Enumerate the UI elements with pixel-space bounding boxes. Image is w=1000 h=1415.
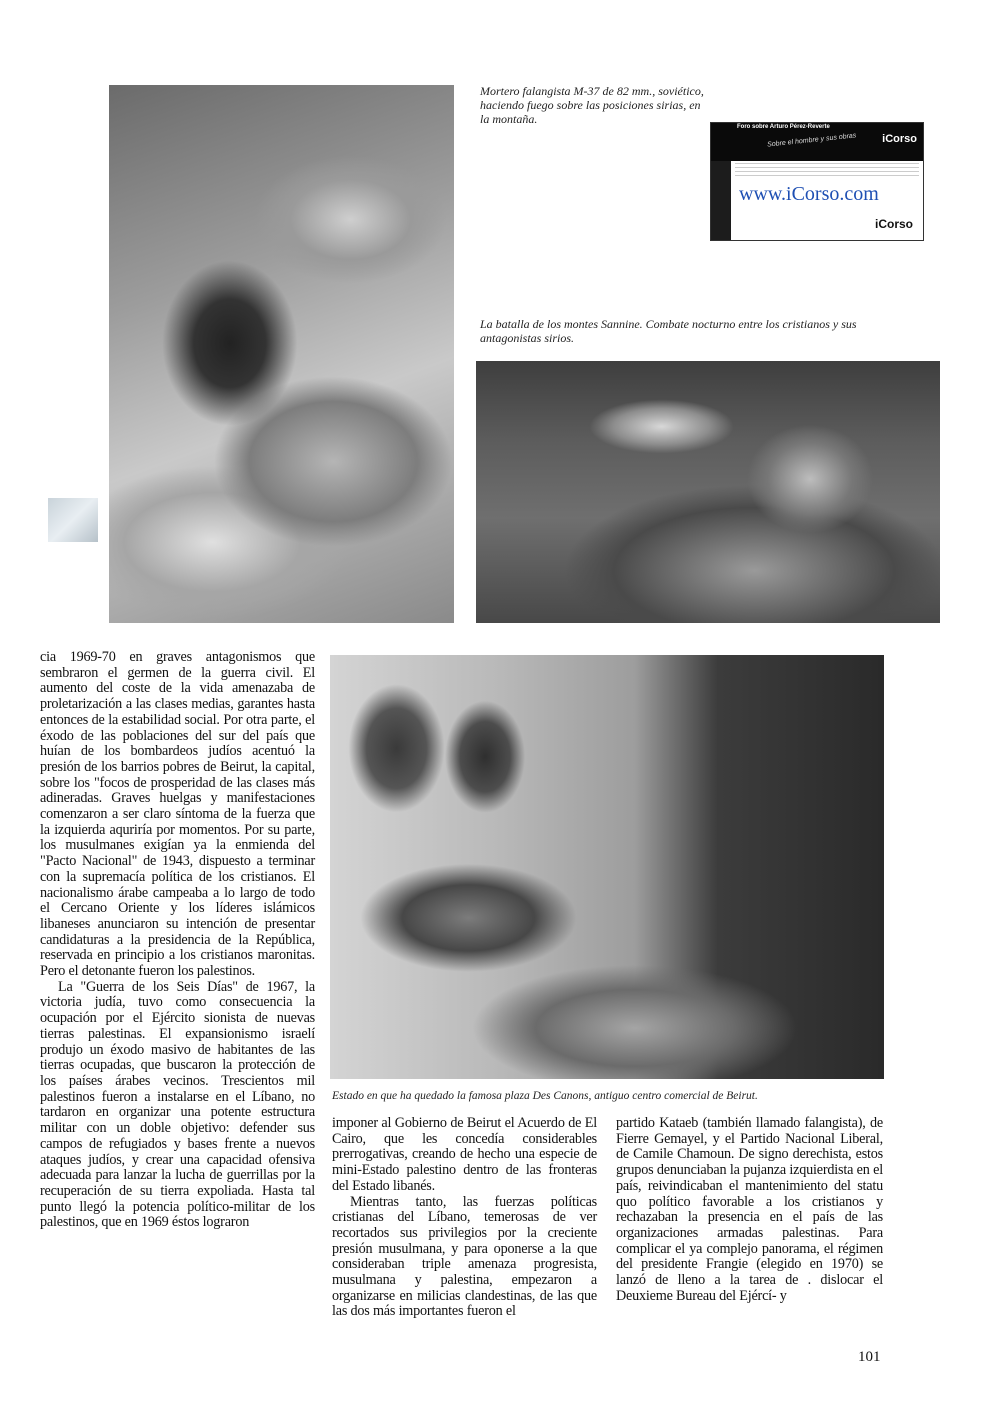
text-column-1 [40, 650, 315, 1231]
battle-caption: La batalla de los montes Sannine. Combate nocturno entre los cristianos y sus antagonistas sirios. [480, 317, 857, 345]
battle-photo [476, 361, 940, 623]
mortar-photo [109, 85, 454, 623]
icorso-banner[interactable] [710, 122, 924, 241]
banner-sidebar [711, 161, 731, 240]
paragraph: partido Kataeb (también llamado falangista), de Fierre Gemayel, y el Partido Nacional Liberal, de Camile Chamoun. De signo derechista, estos grupos denunciaban la pujanza izquierdista en el país, reivindicaban el mantenimiento del statu quo político favorable a los cristianos y rechazaban la presencia en el país de las organizaciones armadas palestinas. Para complicar el ya complejo panorama, el régimen del presidente Frangie (elegido en 1970) se lanzó de lleno a la tarea de . dislocar el Deuxieme Bureau del Ejércí- y [616, 1115, 883, 1304]
banner-title: Foro sobre Arturo Pérez-Reverte [737, 124, 830, 130]
paragraph: cia 1969-70 en graves antagonismos que sembraron el germen de la guerra civil. El aumento del coste de la vida amenazaba de proletarización a las clases medias, garantes hasta entonces de la estabilidad social. Por otra parte, el éxodo de las poblaciones del sur del país que huían de los bombardeos judíos acentuó la presión de los barrios pobres de Beirut, la capital, sobre los "focos de prosperidad de las clases más adineradas. Graves huelgas y manifestaciones comenzaron a ser claro síntoma de la fuerza que la izquierda aquriría por momentos. Por su parte, los musulmanes exigían ya la enmienda del "Pacto Nacional" de 1943, dispuesto a terminar con la supremacía política de los cristianos. El nacionalismo árabe campeaba a lo largo de todo el Cercano Oriente y los líderes islámicos libaneses anunciaron su intención de presentar candidaturas a la presidencia de la República, reservada en principio a los cristianos maronitas. Pero el detonante fueron los palestinos. [40, 649, 315, 980]
icorso-logo-icon: iCorso [882, 133, 917, 145]
text-column-3 [616, 1116, 883, 1304]
paragraph: imponer al Gobierno de Beirut el Acuerdo de El Cairo, que les concedía considerables prerrogativas, creando de hecho una especie de mini-Estado palestino dentro de las fronteras del Estado libanés. [332, 1115, 597, 1194]
banner-slogan: Sobre el hombre y sus obras [766, 132, 857, 149]
mortar-caption: Mortero falangista M-37 de 82 mm., soviético, haciendo fuego sobre las posiciones sirias, en la montaña. [480, 84, 704, 126]
icorso-logo-bottom-icon: iCorso [874, 217, 913, 231]
beirut-photo [330, 655, 884, 1079]
banner-url-link[interactable]: www.iCorso.com [739, 183, 879, 205]
paragraph: Mientras tanto, las fuerzas políticas cristianas del Líbano, temerosas de ver recortados sus privilegios por la creciente presión musulmana, y para oponerse a la que consideraban triple amenaza progresista, musulmana y palestina, empezaron a organizarse en milicias clandestinas, de las que las dos más importantes fueron el [332, 1193, 597, 1320]
thumbnail-image [48, 498, 98, 542]
paragraph: La "Guerra de los Seis Días" de 1967, la victoria judía, tuvo como consecuencia la ocupación por el Ejército sionista de nuevas tierras palestinas. El expansionismo israelí produjo un éxodo masivo de habitantes de las tierras ocupadas, que buscaron la protección de los países árabes vecinos. Trescientos mil palestinos fueron a instalarse en el Líbano, no tardaron en organizar una potente estructura militar con un doble objetivo: defender sus campos de refugiados y bases frente a nuevos ataques judíos, y crear una capacidad ofensiva adecuada para lanzar la lucha de guerrillas por la recuperación de su tierra expoliada. Hasta tal punto llegó la potencia político-militar de los palestinos, que en 1969 éstos lograron [40, 978, 315, 1231]
banner-forum-lines [735, 163, 919, 179]
page-number: 101 [858, 1349, 881, 1365]
text-column-2 [332, 1116, 597, 1320]
beirut-caption: Estado en que ha quedado la famosa plaza Des Canons, antiguo centro comercial de Beirut. [332, 1090, 758, 1102]
